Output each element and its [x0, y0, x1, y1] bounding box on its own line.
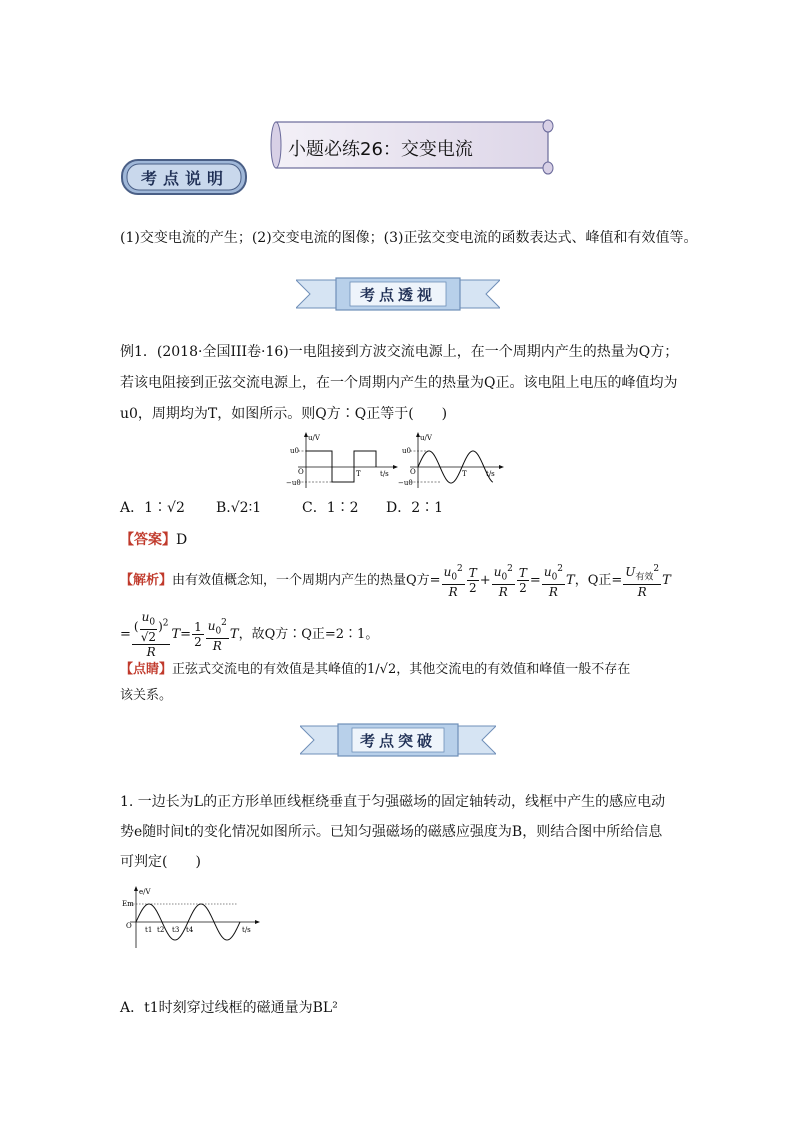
example-line-2: 若该电阻接到正弦交流电源上，在一个周期内产生的热量为Q正。该电阻上电压的峰值均为	[120, 375, 678, 391]
banner-label-explain: 考点说明	[140, 169, 229, 188]
emf-tick-t1: t1	[145, 926, 153, 934]
emf-tick-t4: t4	[186, 926, 194, 934]
analysis-fraction: $\frac{U_{有效}^2}{R}$	[625, 564, 660, 600]
option-b: B.√2∶1	[216, 500, 262, 516]
answer-value: D	[176, 532, 188, 548]
analysis-fraction: $\frac{u_0^2}{R}$	[493, 564, 513, 600]
analysis-fraction: $\frac{T}{2}$	[468, 566, 477, 596]
graph2-neg: −u0	[398, 479, 413, 487]
emf-peak: Em	[122, 900, 134, 908]
graph1-ylabel: u/V	[308, 434, 320, 442]
option-c: C．1∶2	[302, 500, 359, 516]
graph2-xlabel: t/s	[486, 470, 495, 478]
note-line-2: 该关系。	[120, 688, 173, 703]
emf-graph	[120, 884, 262, 954]
analysis-fraction: $\frac{u_0^2}{R}$	[543, 564, 564, 600]
analysis-line-2: = ( $\frac{u_0}{√2}$ )$^2$ R T= $\frac{1}{2}$ $\frac{u_0^2}{R}$ T，故Q方∶Q正=2∶1。	[120, 610, 379, 660]
emf-ylabel: e/V	[139, 888, 151, 896]
note-text-1: 正弦式交流电的有效值是其峰值的1/√2，其他交流电的有效值和峰值一般不存在	[172, 662, 631, 677]
answer-line	[120, 530, 187, 550]
page-title: 小题必练26：交变电流	[288, 139, 473, 160]
graph1-xlabel: t/s	[380, 470, 389, 478]
graph2-peak: u0	[402, 447, 411, 455]
example-line-3: u0，周期均为T，如图所示。则Q方∶Q正等于( )	[120, 406, 448, 422]
emf-xlabel: t/s	[242, 926, 251, 934]
analysis-text-3: ，故Q方∶Q正=2∶1。	[238, 627, 379, 643]
question1-line-1: 1. 一边长为L的正方形单匝线框绕垂直于匀强磁场的固定轴转动，线框中产生的感应电动	[120, 794, 666, 810]
analysis-fraction: $\frac{u_0^2}{R}$	[443, 564, 463, 600]
analysis-fraction: $\frac{1}{2}$	[194, 620, 202, 650]
intro-text: (1)交变电流的产生；(2)交变电流的图像；(3)正弦交变电流的函数表达式、峰值和有效值等。	[120, 230, 698, 246]
note-line-1	[120, 660, 630, 680]
example-line-1: 例1．(2018·全国III卷·16)一电阻接到方波交流电源上，在一个周期内产生的热量为Q方；	[120, 344, 679, 360]
analysis-fraction: $\frac{T}{2}$	[518, 566, 527, 596]
banner-label-breakthrough: 考点突破	[359, 732, 436, 750]
graph1-origin: O	[298, 468, 304, 476]
question1-option-a: A．t1时刻穿过线框的磁通量为BL²	[120, 1000, 338, 1016]
graph2-period: T	[462, 470, 467, 478]
answer-tag: 【答案】	[120, 532, 176, 548]
emf-tick-t2: t2	[157, 926, 165, 934]
graph2-ylabel: u/V	[420, 434, 432, 442]
analysis-fraction: ( $\frac{u_0}{√2}$ )$^2$ R	[133, 610, 169, 660]
option-a: A．1∶√2	[120, 500, 185, 516]
graph1-peak: u0	[290, 447, 299, 455]
note-tag: 【点睛】	[120, 662, 173, 677]
question1-line-2: 势e随时间t的变化情况如图所示。已知匀强磁场的磁感应强度为B，则结合图中所给信息	[120, 824, 663, 840]
question1-line-3: 可判定( )	[120, 854, 201, 870]
graph1-period: T	[356, 470, 361, 478]
graph2-origin: O	[410, 468, 416, 476]
emf-origin: O	[126, 922, 132, 930]
analysis-line-1: 【解析】由有效值概念知，一个周期内产生的热量Q方= $\frac{u_0^2}{R}$ $\frac{T}{2}$ + $\frac{u_0^2}{R}$ $\frac{T}{2}$ = $\frac{u_0^2}{R}$ T，Q正= $\frac{U_{有效}^2}{R}$ T	[120, 564, 671, 600]
analysis-text-1: 由有效值概念知，一个周期内产生的热量Q方=	[172, 573, 441, 589]
analysis-tag: 【解析】	[120, 573, 173, 589]
banner-label-insight: 考点透视	[359, 286, 436, 304]
emf-tick-t3: t3	[172, 926, 180, 934]
square-wave-graph	[284, 430, 399, 494]
analysis-fraction: $\frac{u_0^2}{R}$	[207, 618, 227, 654]
graph1-neg: −u0	[286, 479, 301, 487]
sine-wave-graph	[396, 430, 506, 494]
analysis-text-2: ，Q正=	[574, 573, 623, 589]
option-d: D．2∶1	[386, 500, 444, 516]
